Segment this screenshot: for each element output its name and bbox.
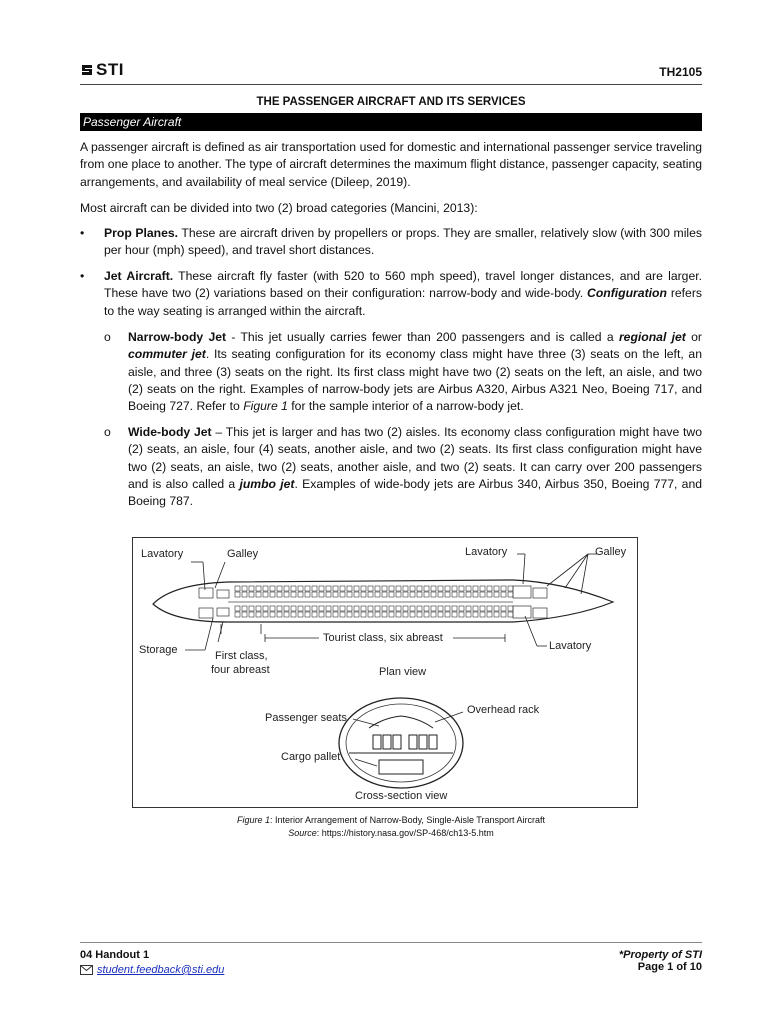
seat-mark bbox=[375, 612, 380, 617]
figure-caption bbox=[80, 814, 702, 840]
seat-mark bbox=[508, 606, 513, 611]
seat-mark bbox=[263, 586, 268, 591]
seat-mark bbox=[480, 592, 485, 597]
seat-mark bbox=[298, 612, 303, 617]
seat-mark bbox=[354, 592, 359, 597]
seat-mark bbox=[263, 606, 268, 611]
seat-mark bbox=[326, 592, 331, 597]
seat-mark bbox=[277, 606, 282, 611]
seat-mark bbox=[487, 606, 492, 611]
seat-mark bbox=[256, 606, 261, 611]
text: or bbox=[685, 330, 702, 344]
seat-mark bbox=[417, 586, 422, 591]
seat-mark bbox=[291, 606, 296, 611]
seat-mark bbox=[312, 612, 317, 617]
text: – This jet is larger and has two (2) aisles. Its economy class configuration might have two (2) seats, an aisle, four (4) seats, another aisle, and two (2) seats. Its first class configuration might have two (2) seats, an aisle, two (2) seats, another aisle, and two (2) seats. It can carry over 200 passengers and is also called a bbox=[128, 425, 702, 491]
seat-mark bbox=[501, 612, 506, 617]
definition: These are aircraft driven by propellers or props. They are smaller, relatively slow (with 300 miles per hour (mph) speed), and travel short distances. bbox=[104, 226, 702, 258]
term: Wide-body Jet bbox=[128, 425, 212, 439]
seat-mark bbox=[389, 592, 394, 597]
header-divider bbox=[80, 84, 702, 85]
seat-mark bbox=[291, 612, 296, 617]
seat-mark bbox=[256, 612, 261, 617]
sti-logo bbox=[80, 60, 124, 80]
seat-mark bbox=[354, 586, 359, 591]
label-overhead-rack: Overhead rack bbox=[467, 704, 540, 716]
seat-mark bbox=[445, 612, 450, 617]
seat-mark bbox=[501, 586, 506, 591]
seat-mark bbox=[438, 592, 443, 597]
seat-mark bbox=[375, 592, 380, 597]
seat-mark bbox=[466, 592, 471, 597]
seat-mark bbox=[277, 612, 282, 617]
seat-mark bbox=[424, 592, 429, 597]
sti-logo-icon bbox=[80, 63, 94, 77]
seat-mark bbox=[438, 586, 443, 591]
seat-mark bbox=[333, 606, 338, 611]
term: Prop Planes. bbox=[104, 226, 179, 240]
label-storage: Storage bbox=[139, 644, 178, 656]
seat-mark bbox=[242, 606, 247, 611]
seat-mark bbox=[487, 612, 492, 617]
seat-mark bbox=[368, 612, 373, 617]
seat-mark bbox=[270, 612, 275, 617]
seat-mark bbox=[312, 606, 317, 611]
seat-mark bbox=[361, 586, 366, 591]
bullet-icon: • bbox=[80, 226, 85, 240]
section-heading: Passenger Aircraft bbox=[80, 113, 702, 131]
term: Jet Aircraft. bbox=[104, 269, 174, 283]
label-passenger-seats: Passenger seats bbox=[265, 712, 347, 724]
seat-mark bbox=[326, 586, 331, 591]
seat-mark bbox=[431, 606, 436, 611]
seat-mark bbox=[256, 586, 261, 591]
seat-mark bbox=[445, 586, 450, 591]
label-tourist-class: Tourist class, six abreast bbox=[323, 632, 443, 644]
seat-mark bbox=[417, 612, 422, 617]
label-galley-right: Galley bbox=[595, 546, 627, 558]
seat-mark bbox=[396, 592, 401, 597]
seat-mark bbox=[305, 612, 310, 617]
seat-mark bbox=[298, 592, 303, 597]
seat-mark bbox=[480, 586, 485, 591]
term-configuration: Configuration bbox=[587, 286, 667, 301]
seat-mark bbox=[319, 586, 324, 591]
footer-right bbox=[619, 949, 702, 973]
seat-mark bbox=[319, 612, 324, 617]
seat-mark bbox=[459, 606, 464, 611]
seat-mark bbox=[410, 592, 415, 597]
label-first-class-abreast: four abreast bbox=[211, 664, 270, 676]
seat-mark bbox=[473, 612, 478, 617]
label-first-class: First class, bbox=[215, 650, 268, 662]
seat-mark bbox=[396, 612, 401, 617]
categories-paragraph: Most aircraft can be divided into two (2) broad categories (Mancini, 2013): bbox=[80, 201, 478, 215]
seat-mark bbox=[354, 606, 359, 611]
seat-mark bbox=[466, 606, 471, 611]
seat-mark bbox=[284, 592, 289, 597]
seat-mark bbox=[480, 606, 485, 611]
seat-mark bbox=[382, 592, 387, 597]
text: for the sample interior of a narrow-body jet. bbox=[287, 399, 524, 414]
text: . Its seating configuration for its economy class might have three (3) seats on the left, an aisle, and three (3) seats on the right. Its first class might have two (2) seats on the left, an aisle, and two (2) seats on the right. Examples of narrow-body jets are Airbus A320, Airbus A321 Neo, Boeing 717, and Boeing 727. Refer to bbox=[128, 347, 702, 414]
label-lavatory-left: Lavatory bbox=[141, 548, 184, 560]
seat-mark bbox=[298, 606, 303, 611]
seat-mark bbox=[347, 606, 352, 611]
seat-mark bbox=[382, 612, 387, 617]
seat-mark bbox=[340, 606, 345, 611]
seat-mark bbox=[501, 592, 506, 597]
seat-mark bbox=[389, 586, 394, 591]
seat-mark bbox=[347, 586, 352, 591]
seat-mark bbox=[452, 606, 457, 611]
seat-mark bbox=[431, 612, 436, 617]
seat-mark bbox=[249, 592, 254, 597]
seat-mark bbox=[494, 592, 499, 597]
seat-mark bbox=[270, 592, 275, 597]
seat-mark bbox=[305, 586, 310, 591]
seat-mark bbox=[270, 606, 275, 611]
seat-mark bbox=[340, 612, 345, 617]
seat-mark bbox=[424, 586, 429, 591]
page-title: THE PASSENGER AIRCRAFT AND ITS SERVICES bbox=[256, 96, 526, 108]
seat-mark bbox=[396, 606, 401, 611]
definition-configuration: refers to the way seating is arranged within the aircraft. bbox=[104, 286, 702, 318]
seat-mark bbox=[242, 612, 247, 617]
term-regional-jet: regional jet bbox=[618, 330, 686, 344]
footer-divider bbox=[80, 942, 702, 943]
seat-mark bbox=[494, 586, 499, 591]
seat-mark bbox=[312, 586, 317, 591]
seat-mark bbox=[277, 592, 282, 597]
seat-mark bbox=[445, 606, 450, 611]
intro-paragraph: A passenger aircraft is defined as air transportation used for domestic and international passenger service traveling from one place to another. The type of aircraft determines the maximum flight distance, passenger capacity, seating arrangements, and availability of meal service (Dileep, 2019). bbox=[80, 140, 702, 189]
sub-item-narrow-body bbox=[104, 329, 702, 415]
seat-mark bbox=[452, 586, 457, 591]
seat-mark bbox=[263, 612, 268, 617]
seat-mark bbox=[375, 606, 380, 611]
seat-mark bbox=[403, 586, 408, 591]
sub-bullet-icon: o bbox=[104, 330, 111, 344]
bullet-icon: • bbox=[80, 269, 85, 283]
caption-source-label: Source bbox=[288, 828, 317, 838]
list-item-jet-aircraft bbox=[80, 268, 702, 320]
seat-mark bbox=[242, 586, 247, 591]
seat-mark bbox=[473, 586, 478, 591]
seat-mark bbox=[459, 612, 464, 617]
seat-mark bbox=[284, 606, 289, 611]
seat-mark bbox=[235, 606, 240, 611]
seat-mark bbox=[235, 592, 240, 597]
seat-mark bbox=[284, 612, 289, 617]
seat-mark bbox=[494, 606, 499, 611]
seat-mark bbox=[410, 586, 415, 591]
seat-mark bbox=[473, 592, 478, 597]
seat-mark bbox=[361, 592, 366, 597]
seat-mark bbox=[403, 592, 408, 597]
seat-mark bbox=[431, 592, 436, 597]
seat-mark bbox=[291, 592, 296, 597]
seat-mark bbox=[277, 586, 282, 591]
seat-mark bbox=[242, 592, 247, 597]
label-cross-section-view: Cross-section view bbox=[355, 790, 448, 802]
sub-bullet-icon: o bbox=[104, 425, 111, 439]
seat-mark bbox=[466, 612, 471, 617]
seat-mark bbox=[249, 612, 254, 617]
seat-mark bbox=[361, 606, 366, 611]
seat-mark bbox=[466, 586, 471, 591]
aircraft-interior-figure bbox=[132, 537, 638, 808]
seat-mark bbox=[445, 592, 450, 597]
seat-mark bbox=[298, 586, 303, 591]
label-plan-view: Plan view bbox=[379, 666, 427, 678]
seat-mark bbox=[452, 592, 457, 597]
seat-mark bbox=[284, 586, 289, 591]
seat-mark bbox=[326, 612, 331, 617]
seat-mark bbox=[291, 586, 296, 591]
figure-reference: Figure 1 bbox=[243, 399, 288, 414]
seat-mark bbox=[347, 612, 352, 617]
term-jumbo-jet: jumbo jet bbox=[239, 476, 295, 491]
envelope-icon bbox=[80, 965, 93, 975]
seat-mark bbox=[403, 606, 408, 611]
caption-title: : Interior Arrangement of Narrow-Body, Single-Aisle Transport Aircraft bbox=[270, 815, 545, 825]
seat-mark bbox=[256, 592, 261, 597]
seat-mark bbox=[382, 606, 387, 611]
seat-mark bbox=[382, 586, 387, 591]
text: - This jet usually carries fewer than 200 passengers and is called a bbox=[226, 330, 619, 344]
seat-mark bbox=[368, 586, 373, 591]
seat-mark bbox=[235, 612, 240, 617]
footer-email bbox=[80, 964, 224, 976]
term-commuter-jet: commuter jet bbox=[128, 347, 206, 362]
seat-mark bbox=[508, 612, 513, 617]
seat-mark bbox=[501, 606, 506, 611]
seat-mark bbox=[333, 592, 338, 597]
label-galley-left: Galley bbox=[227, 548, 259, 560]
seat-mark bbox=[396, 586, 401, 591]
label-lavatory-right: Lavatory bbox=[549, 640, 592, 652]
seat-mark bbox=[333, 586, 338, 591]
seat-mark bbox=[480, 612, 485, 617]
caption-figure-number: Figure 1 bbox=[237, 815, 271, 825]
seat-mark bbox=[459, 592, 464, 597]
seat-mark bbox=[389, 612, 394, 617]
sub-item-wide-body bbox=[104, 424, 702, 510]
seat-mark bbox=[305, 606, 310, 611]
seat-mark bbox=[319, 606, 324, 611]
term: Narrow-body Jet bbox=[128, 330, 227, 344]
label-cargo-pallet: Cargo pallet bbox=[281, 751, 341, 763]
seat-mark bbox=[424, 612, 429, 617]
seat-mark bbox=[438, 612, 443, 617]
seat-mark bbox=[312, 592, 317, 597]
handout-label: 04 Handout 1 bbox=[80, 949, 150, 961]
seat-mark bbox=[263, 592, 268, 597]
label-lavatory-top: Lavatory bbox=[465, 546, 508, 558]
seat-mark bbox=[508, 592, 513, 597]
seat-mark bbox=[354, 612, 359, 617]
seat-mark bbox=[389, 606, 394, 611]
seat-mark bbox=[459, 586, 464, 591]
seat-mark bbox=[340, 586, 345, 591]
seat-mark bbox=[347, 592, 352, 597]
seat-mark bbox=[361, 612, 366, 617]
definition: These aircraft fly faster (with 520 to 560 mph speed), travel longer distances, and are larger. These have two (2) variations based on their configuration: narrow-body and wide-body. bbox=[104, 269, 703, 301]
property-notice: *Property of STI bbox=[618, 949, 702, 961]
seat-mark bbox=[508, 586, 513, 591]
seat-mark bbox=[403, 612, 408, 617]
text: . Examples of wide-body jets are Airbus 340, Airbus 350, Boeing 777, and Boeing 787. bbox=[128, 476, 703, 509]
seat-mark bbox=[438, 606, 443, 611]
seat-mark bbox=[424, 606, 429, 611]
seat-mark bbox=[249, 586, 254, 591]
logo-text: STI bbox=[96, 60, 124, 79]
seat-mark bbox=[305, 592, 310, 597]
course-code: TH2105 bbox=[659, 65, 702, 79]
seat-mark bbox=[319, 592, 324, 597]
page-number: Page 1 of 10 bbox=[637, 961, 702, 973]
caption-source-url: : https://history.nasa.gov/SP-468/ch13-5.htm bbox=[316, 828, 494, 838]
seat-mark bbox=[487, 592, 492, 597]
email-link[interactable]: student.feedback@sti.edu bbox=[97, 964, 225, 976]
seat-mark bbox=[235, 586, 240, 591]
seat-mark bbox=[473, 606, 478, 611]
seat-mark bbox=[431, 586, 436, 591]
seat-mark bbox=[410, 606, 415, 611]
seat-mark bbox=[410, 612, 415, 617]
seat-mark bbox=[494, 612, 499, 617]
seat-mark bbox=[326, 606, 331, 611]
list-item-prop-planes bbox=[80, 225, 702, 260]
seat-mark bbox=[452, 612, 457, 617]
seat-mark bbox=[333, 612, 338, 617]
seat-mark bbox=[375, 586, 380, 591]
seat-mark bbox=[270, 586, 275, 591]
seat-mark bbox=[368, 606, 373, 611]
seat-mark bbox=[249, 606, 254, 611]
seat-mark bbox=[417, 606, 422, 611]
seat-mark bbox=[417, 592, 422, 597]
seat-mark bbox=[340, 592, 345, 597]
seat-mark bbox=[368, 592, 373, 597]
seat-mark bbox=[487, 586, 492, 591]
